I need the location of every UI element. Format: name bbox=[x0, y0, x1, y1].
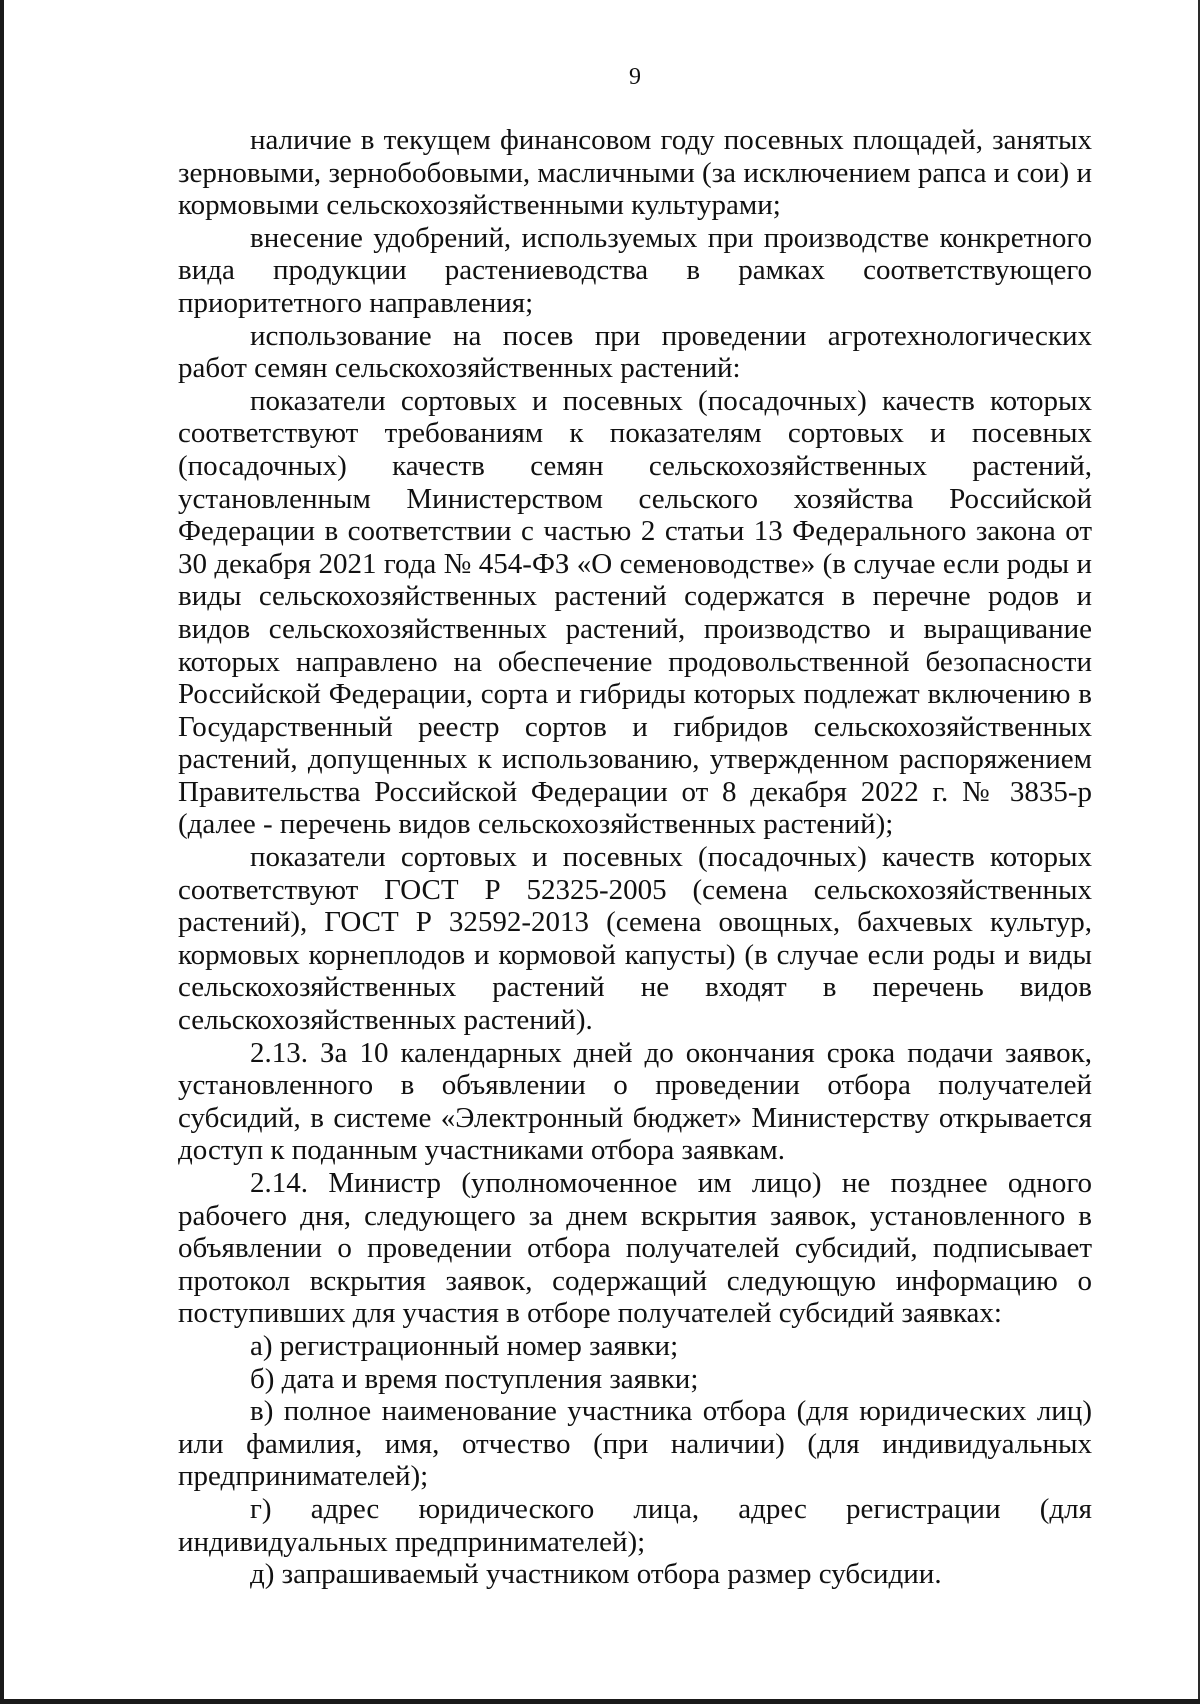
paragraph-varietal-qualities-gost: показатели сортовых и посевных (посадочных) качеств которых соответствуют ГОСТ Р 52325-2005 (семена сельскохозяйственных растений), ГОСТ Р 32592-2013 (семена овощных, бахчевых культур, кормовых корнеплодов и кормовой капусты) (в случае если роды и виды сельскохозяйственных растений не входят в перечень видов сельскохозяйственных растений). bbox=[178, 841, 1092, 1037]
list-item-d: д) запрашиваемый участником отбора размер субсидии. bbox=[250, 1558, 942, 1591]
paragraph-sown-areas: наличие в текущем финансовом году посевных площадей, занятых зерновыми, зернобобовыми, масличными (за исключением рапса и сои) и кормовыми сельскохозяйственными культурами; bbox=[178, 124, 1092, 222]
list-item-g: г) адрес юридического лица, адрес регистрации (для индивидуальных предпринимателей); bbox=[178, 1492, 1092, 1558]
document-body bbox=[178, 124, 1092, 1591]
list-item-v: в) полное наименование участника отбора (для юридических лиц) или фамилия, имя, отчество (при наличии) (для индивидуальных предпринимателей); bbox=[178, 1395, 1092, 1493]
paragraph-fertilizers: внесение удобрений, используемых при производстве конкретного вида продукции растениеводства в рамках соответствующего приоритетного направления; bbox=[178, 221, 1092, 319]
paragraph-seed-use: использование на посев при проведении агротехнологических работ семян сельскохозяйственных растений: bbox=[178, 319, 1092, 385]
list-item-a: а) регистрационный номер заявки; bbox=[250, 1329, 679, 1362]
paragraph-2-14: 2.14. Министр (уполномоченное им лицо) не позднее одного рабочего дня, следующего за днем вскрытия заявок, установленного в объявлении о проведении отбора получателей субсидий, подписывает протокол вскрытия заявок, содержащий следующую информацию о поступивших для участия в отборе получателей субсидий заявках: bbox=[178, 1167, 1092, 1330]
list-item-b: б) дата и время поступления заявки; bbox=[250, 1362, 699, 1395]
paragraph-2-13: 2.13. За 10 календарных дней до окончания срока подачи заявок, установленного в объявлении о проведении отбора получателей субсидий, в системе «Электронный бюджет» Министерству открывается доступ к поданным участниками отбора заявкам. bbox=[178, 1036, 1092, 1167]
scan-border-bottom bbox=[0, 1699, 1200, 1704]
paragraph-varietal-qualities-ministry: показатели сортовых и посевных (посадочных) качеств которых соответствуют требованиям к показателям сортовых и посевных (посадочных) качеств семян сельскохозяйственных растений, установленным Министерством сельского хозяйства Российской Федерации в соответствии с частью 2 статьи 13 Федерального закона от 30 декабря 2021 года № 454-ФЗ «О семеноводстве» (в случае если роды и виды сельскохозяйственных растений содержатся в перечне родов и видов сельскохозяйственных растений, производство и выращивание которых направлено на обеспечение продовольственной безопасности Российской Федерации, сорта и гибриды которых подлежат включению в Государственный реестр сортов и гибридов сельскохозяйственных растений, допущенных к использованию, утвержденном распоряжением Правительства Российской Федерации от 8 декабря 2022 г. № 3835-р (далее - перечень видов сельскохозяйственных растений); bbox=[178, 384, 1092, 841]
scan-border-left bbox=[0, 0, 4, 1704]
page-number: 9 bbox=[629, 64, 641, 90]
